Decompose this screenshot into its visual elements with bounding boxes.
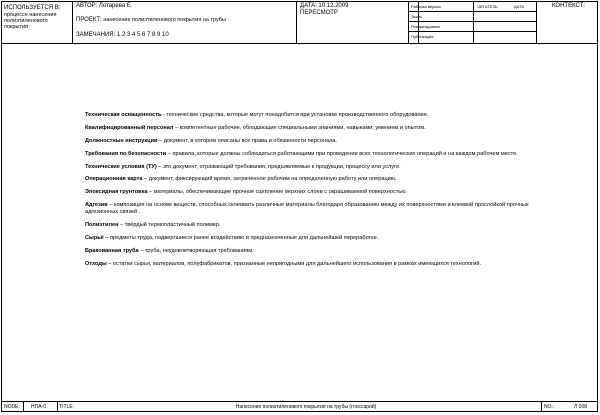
node-label: NODE: [4, 404, 20, 410]
header-divider-1 [72, 1, 73, 43]
glossary-term: Бракованная труба [85, 247, 139, 254]
glossary-separator: – [106, 260, 113, 267]
glossary-term: Квалифицированный персонал [85, 124, 174, 131]
date-label: ДАТА: [300, 3, 317, 9]
glossary-definition: твёрдый термопластичный полимер. [124, 222, 221, 229]
page-number: Л 008 [574, 404, 588, 410]
used-in-line-3: покрытия [4, 24, 29, 30]
notes-field [76, 32, 169, 39]
notes-value: 1 2 3 4 5 6 7 8 9 10 [116, 32, 169, 38]
status-recommended: Рекомендовано [411, 24, 441, 29]
glossary-entry [85, 125, 555, 132]
status-row-line-3 [408, 31, 536, 32]
glossary-entry [85, 176, 555, 183]
glossary-term: Технические условия (ТУ) [85, 163, 157, 170]
project-label: ПРОЕКТ: [76, 17, 102, 23]
used-in-label: ИСПОЛЬЗУЕТСЯ В: [4, 5, 61, 11]
glossary-entry [85, 151, 555, 158]
glossary-term: Техническая оснащенность [85, 112, 162, 118]
footer-divider-2 [57, 401, 58, 412]
notes-label: ЗАМЕЧАНИЯ: [76, 32, 116, 38]
status-publication: Публикация [411, 34, 434, 39]
footer-divider-1 [23, 401, 24, 412]
used-in-line-2: полиэтиленового [4, 18, 48, 24]
glossary-entry [85, 112, 555, 119]
header-divider-5 [536, 1, 537, 43]
glossary-separator: – [118, 222, 125, 229]
header-bottom-border [1, 43, 598, 44]
footer-top-border [1, 401, 598, 402]
glossary-definition: материалы, обеспечивающие прочное сцепление верхних слоев с окрашиваемой поверхностью. [153, 189, 407, 196]
glossary-term: Должностные инструкции [85, 137, 158, 144]
glossary-definition: остатки сырья, материалов, полуфабрикатов, признанные непригодными для дальнейшего использования в рамках имеющихся технологий. [112, 260, 482, 267]
reader-date-label: ДАТА [514, 4, 525, 9]
glossary-entry [85, 248, 555, 255]
footer-divider-3 [541, 401, 542, 412]
glossary-entry [85, 222, 555, 229]
date-field [300, 3, 348, 10]
glossary-separator: – [166, 150, 173, 157]
glossary-term: Операционная карта [85, 176, 143, 183]
glossary-definition: документ, в котором описаны все права и обязанности персонала. [163, 137, 337, 144]
glossary-definition: документ, фиксирующий время, затраченное рабочим на определенную работу или операцию. [148, 176, 397, 183]
glossary-definition: предметы труда, подвергшиеся ранее воздействию и предназначенные для дальнейшей переработке. [110, 235, 379, 242]
header-divider-4 [473, 1, 474, 43]
header-divider-2 [296, 1, 297, 43]
used-in-line-1: процессе нанесения [4, 12, 57, 18]
used-in-block [4, 5, 70, 30]
glossary-term: Полиэтилен [85, 222, 119, 229]
revision-label: ПЕРЕСМОТР [300, 10, 338, 16]
glossary-term: Эпоксидная грунтовка [85, 189, 148, 196]
title-label: TITLE: [59, 404, 75, 410]
glossary-entry [85, 189, 555, 196]
glossary-separator: – [156, 163, 163, 170]
glossary-definition: композиция на основе веществ, способных склеивать различные материалы благодаря образованию между их поверхностями и клеевой прослойкой прочных адгезионных связей . [85, 202, 529, 216]
status-working-version: Рабочая версия [411, 4, 441, 9]
glossary-definition: технические средства, которые могут понадобится при установке производственного оборудования. [166, 112, 429, 118]
no-label: NO.: [544, 404, 555, 410]
glossary-separator: – [157, 137, 164, 144]
glossary-separator: – [107, 202, 114, 209]
footer-title: Нанесение полиэтиленового покрытия на трубы (глоссарий) [235, 404, 377, 410]
status-draft: Эскиз [411, 14, 422, 19]
glossary-entry [85, 138, 555, 145]
author-value: Лотарева Е. [98, 3, 133, 9]
glossary-entry [85, 235, 555, 242]
glossary-term: Требования по безопасности [85, 150, 167, 157]
glossary-separator: – [103, 235, 111, 242]
glossary-separator: – [173, 124, 180, 131]
date-value: 10.12.2009 [318, 3, 349, 9]
glossary-definition: компетентные рабочие, обладающие специальными знаниями, навыками, умением и опытом. [179, 124, 426, 131]
author-field [76, 3, 133, 10]
glossary-term: Сырьё [85, 235, 104, 242]
glossary-definition: это документ, отражающий требования, предъявляемые к продукции, процессу или услуге. [162, 163, 401, 170]
reader-label: ЧИТАТЕЛЬ [477, 4, 498, 9]
glossary-separator: – [138, 247, 145, 254]
glossary-definition: труба, неудовлетворяющая требованиям. [144, 247, 254, 254]
node-value: НПА-0 [31, 404, 46, 410]
glossary-entry [85, 261, 555, 268]
glossary-entry [85, 164, 555, 171]
project-value: нанесение полиэтиленового покрытия на трубы [103, 17, 226, 23]
glossary [85, 112, 555, 274]
glossary-separator: - [161, 112, 167, 118]
glossary-separator: – [142, 176, 149, 183]
project-field [76, 17, 226, 24]
context-label: КОНТЕКСТ: [552, 3, 585, 9]
author-label: АВТОР: [76, 3, 98, 9]
glossary-separator: – [147, 189, 154, 196]
header-divider-3 [408, 1, 409, 43]
status-row-line-2 [408, 21, 536, 22]
glossary-entry [85, 202, 555, 216]
glossary-term: Адгезив [85, 202, 108, 209]
glossary-term: Отходы [85, 260, 107, 267]
status-row-line-1 [408, 11, 536, 12]
glossary-definition: правила, которые должны соблюдаться работающими при проведении всех технологических операций и на каждом рабочем месте. [172, 150, 518, 157]
